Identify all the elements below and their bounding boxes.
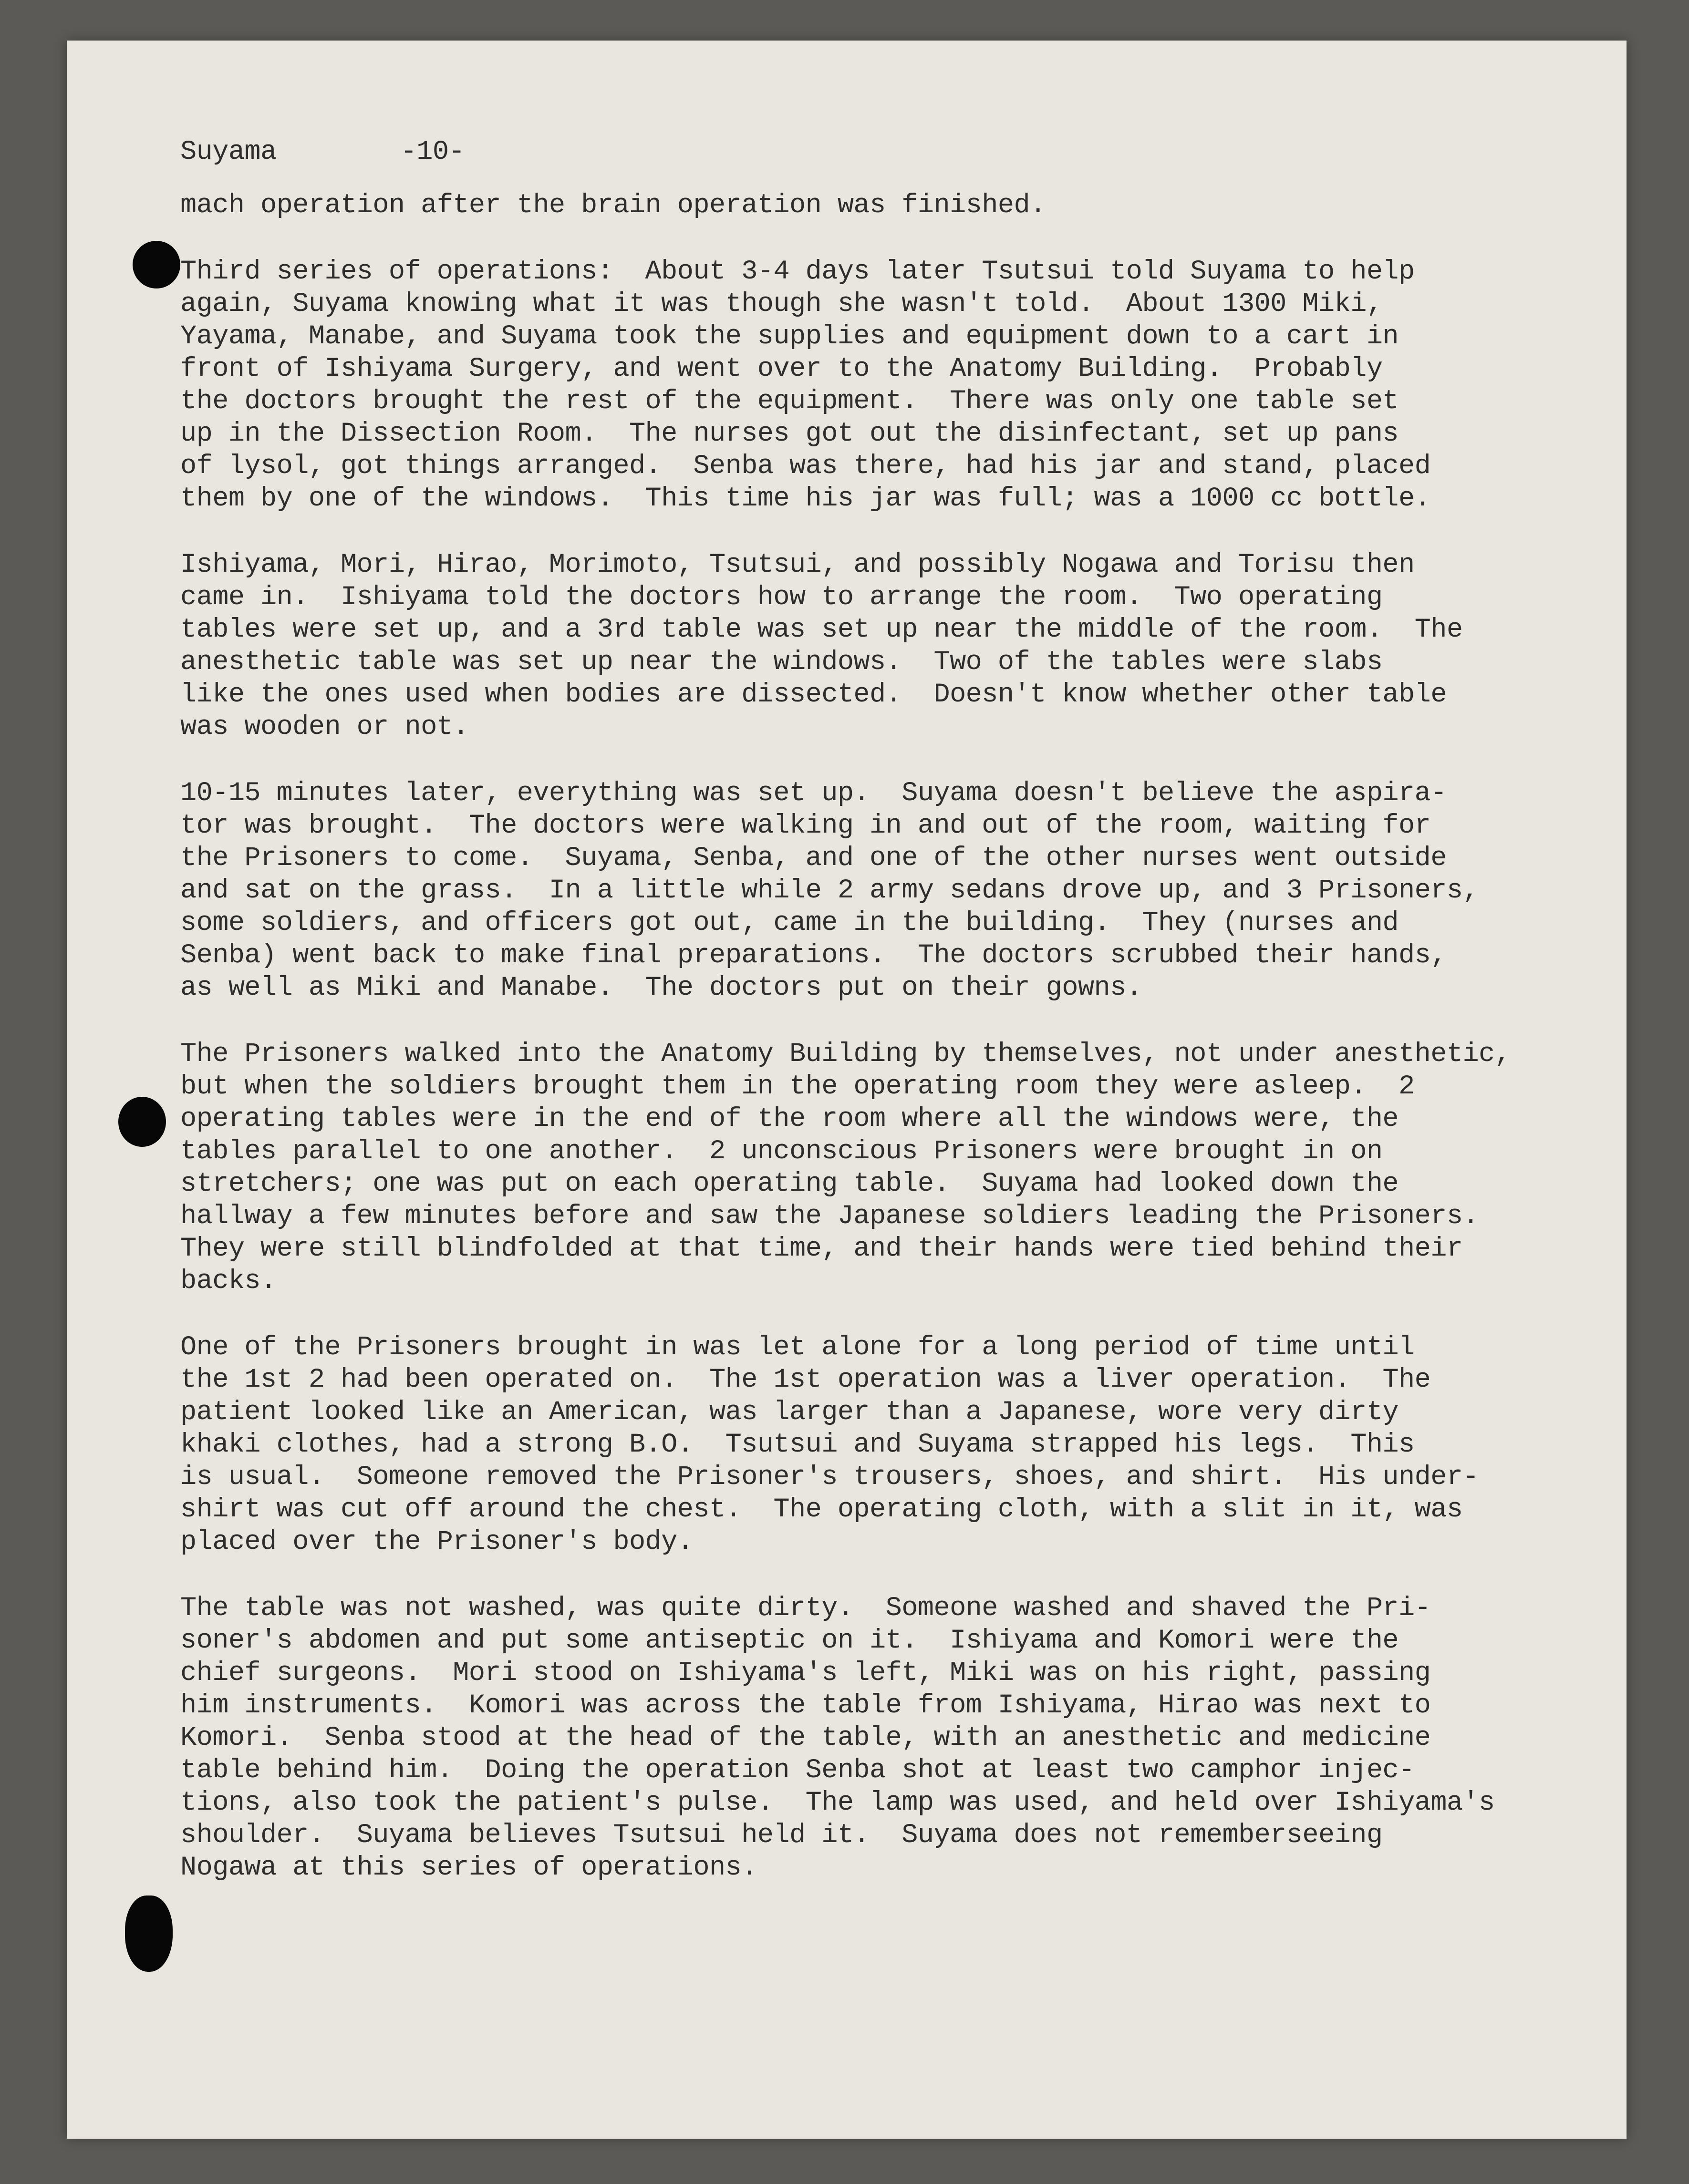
punch-hole-top bbox=[133, 241, 180, 288]
text-line: Nogawa at this series of operations. bbox=[180, 1853, 757, 1883]
text-line: patient looked like an American, was larger than a Japanese, wore very dirty bbox=[180, 1397, 1399, 1428]
punch-hole-middle bbox=[118, 1097, 166, 1147]
text-line: Yayama, Manabe, and Suyama took the supplies and equipment down to a cart in bbox=[180, 321, 1399, 352]
text-line: hallway a few minutes before and saw the Japanese soldiers leading the Prisoners. bbox=[180, 1201, 1479, 1232]
paragraph bbox=[180, 1038, 1592, 1298]
text-line: The Prisoners walked into the Anatomy Building by themselves, not under anesthetic, bbox=[180, 1039, 1511, 1070]
text-line: Komori. Senba stood at the head of the table, with an anesthetic and medicine bbox=[180, 1723, 1431, 1753]
text-line: but when the soldiers brought them in the operating room they were asleep. 2 bbox=[180, 1071, 1415, 1102]
text-line: soner's abdomen and put some antiseptic on it. Ishiyama and Komori were the bbox=[180, 1626, 1399, 1656]
page-number: -10- bbox=[400, 137, 465, 167]
text-line: anesthetic table was set up near the windows. Two of the tables were slabs bbox=[180, 647, 1383, 678]
text-line: mach operation after the brain operation was finished. bbox=[180, 190, 1046, 221]
text-line: chief surgeons. Mori stood on Ishiyama's left, Miki was on his right, passing bbox=[180, 1658, 1431, 1689]
text-line: some soldiers, and officers got out, came in the building. They (nurses and bbox=[180, 908, 1399, 938]
text-line: again, Suyama knowing what it was though she wasn't told. About 1300 Miki, bbox=[180, 289, 1383, 319]
text-line: tions, also took the patient's pulse. The lamp was used, and held over Ishiyama's bbox=[180, 1788, 1495, 1818]
text-line: shoulder. Suyama believes Tsutsui held it. Suyama does not rememberseeing bbox=[180, 1820, 1383, 1851]
paragraphs bbox=[180, 189, 1592, 1884]
paragraph bbox=[180, 1592, 1592, 1884]
paragraph bbox=[180, 549, 1592, 743]
paragraph bbox=[180, 189, 1592, 222]
text-line: was wooden or not. bbox=[180, 712, 469, 742]
text-line: the Prisoners to come. Suyama, Senba, and one of the other nurses went outside bbox=[180, 843, 1447, 874]
text-line: as well as Miki and Manabe. The doctors put on their gowns. bbox=[180, 973, 1142, 1003]
text-line: One of the Prisoners brought in was let alone for a long period of time until bbox=[180, 1332, 1415, 1363]
text-line: like the ones used when bodies are dissected. Doesn't know whether other table bbox=[180, 680, 1447, 710]
text-line: Ishiyama, Mori, Hirao, Morimoto, Tsutsui, and possibly Nogawa and Torisu then bbox=[180, 550, 1415, 580]
paragraph bbox=[180, 777, 1592, 1004]
text-line: table behind him. Doing the operation Senba shot at least two camphor injec- bbox=[180, 1755, 1415, 1786]
text-line: up in the Dissection Room. The nurses got out the disinfectant, set up pans bbox=[180, 419, 1399, 449]
header-name: Suyama bbox=[180, 137, 277, 167]
text-line: Third series of operations: About 3-4 days later Tsutsui told Suyama to help bbox=[180, 257, 1415, 287]
text-line: khaki clothes, had a strong B.O. Tsutsui and Suyama strapped his legs. This bbox=[180, 1430, 1415, 1460]
text-line: front of Ishiyama Surgery, and went over to the Anatomy Building. Probably bbox=[180, 354, 1383, 384]
text-line: him instruments. Komori was across the table from Ishiyama, Hirao was next to bbox=[180, 1690, 1431, 1721]
text-line: tor was brought. The doctors were walking in and out of the room, waiting for bbox=[180, 811, 1431, 841]
paragraph bbox=[180, 256, 1592, 515]
text-line: came in. Ishiyama told the doctors how to arrange the room. Two operating bbox=[180, 582, 1383, 613]
text-line: of lysol, got things arranged. Senba was there, had his jar and stand, placed bbox=[180, 451, 1431, 482]
paragraph bbox=[180, 1331, 1592, 1558]
text-line: backs. bbox=[180, 1266, 277, 1297]
text-line: the doctors brought the rest of the equipment. There was only one table set bbox=[180, 386, 1399, 417]
text-line: the 1st 2 had been operated on. The 1st operation was a liver operation. The bbox=[180, 1365, 1431, 1395]
text-line: and sat on the grass. In a little while 2 army sedans drove up, and 3 Prisoners, bbox=[180, 876, 1479, 906]
text-line: shirt was cut off around the chest. The operating cloth, with a slit in it, was bbox=[180, 1494, 1463, 1525]
text-line: them by one of the windows. This time his jar was full; was a 1000 cc bottle. bbox=[180, 484, 1431, 514]
text-line: stretchers; one was put on each operating table. Suyama had looked down the bbox=[180, 1169, 1399, 1199]
page-header bbox=[180, 136, 1592, 168]
text-line: is usual. Someone removed the Prisoner's trousers, shoes, and shirt. His under- bbox=[180, 1462, 1479, 1493]
text-line: operating tables were in the end of the room where all the windows were, the bbox=[180, 1104, 1399, 1134]
text-line: The table was not washed, was quite dirty. Someone washed and shaved the Pri- bbox=[180, 1593, 1431, 1624]
text-line: tables parallel to one another. 2 unconscious Prisoners were brought in on bbox=[180, 1136, 1383, 1167]
text-line: tables were set up, and a 3rd table was set up near the middle of the room. The bbox=[180, 615, 1463, 645]
text-line: Senba) went back to make final preparations. The doctors scrubbed their hands, bbox=[180, 940, 1447, 971]
punch-hole-bottom bbox=[125, 1896, 173, 1972]
text-line: They were still blindfolded at that time, and their hands were tied behind their bbox=[180, 1234, 1463, 1264]
text-line: 10-15 minutes later, everything was set up. Suyama doesn't believe the aspira- bbox=[180, 778, 1447, 809]
typed-text-body bbox=[180, 136, 1592, 1918]
text-line: placed over the Prisoner's body. bbox=[180, 1527, 694, 1557]
